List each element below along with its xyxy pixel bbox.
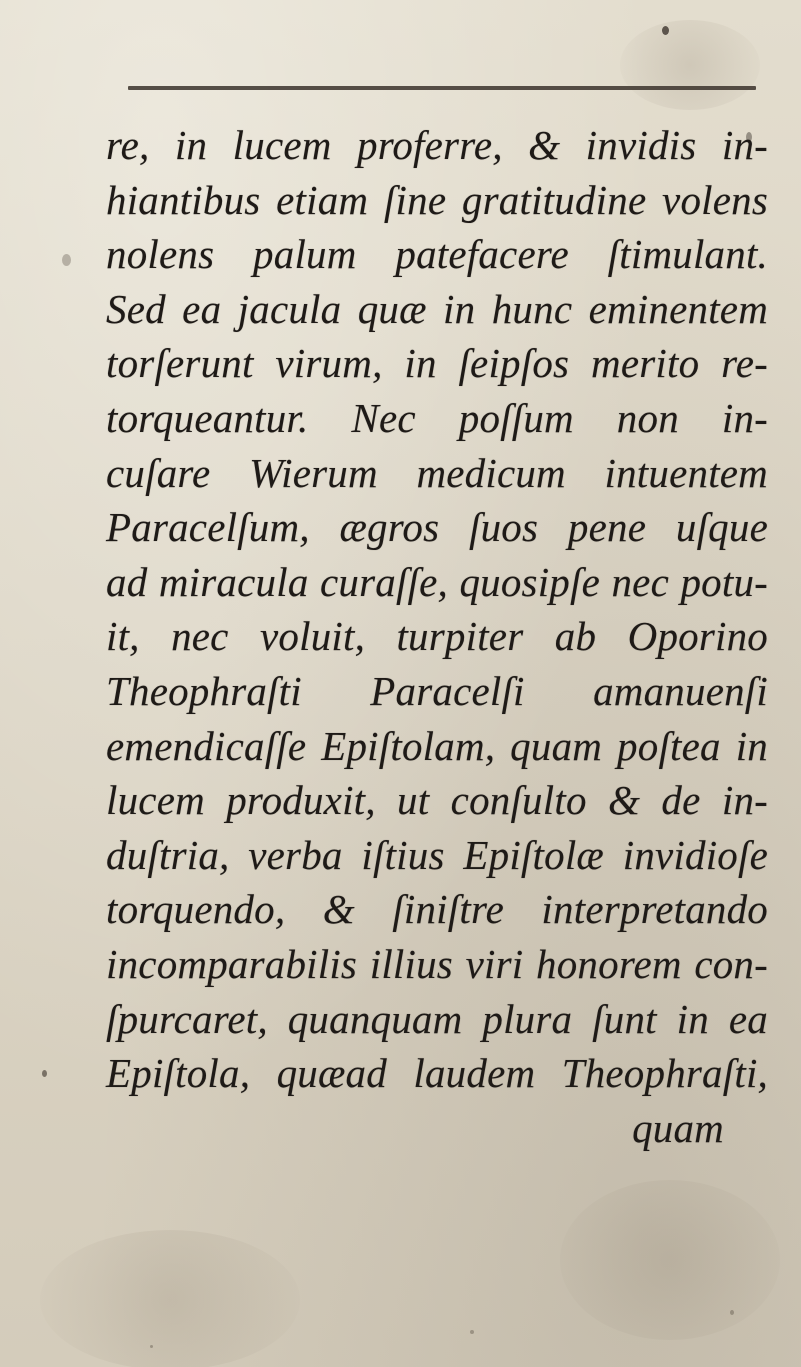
text-line: incomparabilis illius viri honorem con- xyxy=(106,940,768,987)
paper-stain xyxy=(40,1230,300,1367)
text-line: nolens palum patefacere ſtimulant. xyxy=(106,231,768,278)
text-line: duſtria, verba iſtius Epiſtolæ invidioſe xyxy=(106,831,768,878)
text-line: ſpurcaret, quanquam plura ſunt in ea xyxy=(106,995,768,1042)
text-line: ad miracula curaſſe, quosipſe nec potu- xyxy=(106,558,768,605)
text-line: cuſare Wierum medicum intuentem xyxy=(106,449,768,496)
ink-speck xyxy=(150,1345,153,1348)
ink-speck xyxy=(662,26,669,35)
ink-speck xyxy=(470,1330,474,1334)
ink-speck xyxy=(730,1310,734,1315)
text-line: Paracelſum, ægros ſuos pene uſque xyxy=(106,504,768,551)
text-line: lucem produxit, ut conſulto & de in- xyxy=(106,777,768,824)
text-line: Theophraſti Paracelſi amanuenſi xyxy=(106,667,768,714)
text-line: torquendo, & ſiniſtre interpretando xyxy=(106,886,768,933)
paper-stain xyxy=(560,1180,780,1340)
ink-speck xyxy=(62,254,71,266)
text-line: torſerunt virum, in ſeipſos merito re- xyxy=(106,340,768,387)
text-line: it, nec voluit, turpiter ab Oporino xyxy=(106,613,768,660)
text-line: Sed ea jacula quæ in hunc eminentem xyxy=(106,285,768,332)
body-text xyxy=(106,118,768,1155)
text-line: torqueantur. Nec poſſum non in- xyxy=(106,394,768,441)
text-line: re, in lucem proferre, & invidis in- xyxy=(106,122,768,168)
ink-speck xyxy=(42,1070,47,1077)
text-line: emendicaſſe Epiſtolam, quam poſtea in xyxy=(106,722,768,769)
text-line: hiantibus etiam ſine gratitudine volens xyxy=(106,176,768,223)
paper-stain xyxy=(620,20,760,110)
header-rule xyxy=(128,86,756,90)
catchword: quam xyxy=(632,1104,724,1151)
text-line: Epiſtola, quæad laudem Theophraſti, xyxy=(106,1050,768,1097)
